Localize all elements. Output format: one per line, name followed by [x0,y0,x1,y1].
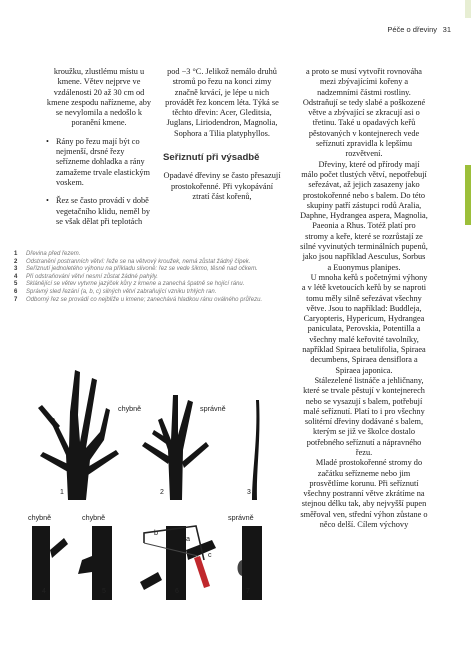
page-header [0,0,471,34]
figure-number: 6 [175,588,179,595]
caption-item: 1 Dřevina před řezem. [14,251,81,257]
paragraph: pod −3 °C. Jelikož nemálo druhů stromů po řezu na konci zimy značně krvácí, je lépe u nich provádět řez koncem léta. Týká se těchto dřevin: Acer, Gleditsia, Juglans, Liriodendron, Magnolia, Sophora a Tilia platyphyllos. [165,67,279,138]
edge-tab [465,165,471,225]
paragraph: Opadavé dřeviny se často přesazují prostokořenné. Při vykopávání ztratí část kořenů, [163,171,281,201]
pruning-drawings [20,360,292,610]
caption-item: 7 Odborný řez se provádí co nejblíže u kmene; zanechává hladkou ránu oválného průřezu. [14,296,263,303]
caption-item: 6 Správný sled řezání (a, b, c) silných větví zabraňující vzniku trhlých ran. [14,288,217,295]
paragraph: kroužku, zlustlému místu u kmene. Větev nejprve ve vzdálenosti 20 až 30 cm od kmene zespodu nařízneme, aby se nevylomila a nedošlo k poranění kmene. [46,67,152,128]
figure-number: 2 [160,489,164,496]
cut-label-b: b [154,528,158,537]
caption-item: 5 Sklánějící se větev vytvrne jazýček kůry z kmene a zanechá špatně se hojící ránu. [14,281,245,288]
cut-label-c: c [208,550,212,559]
bullet-item: • Rány po řezu mají být co nejmenší, drsné řezy seřízneme dohladka a rány zamažeme trvale elastickým voskem. [44,137,154,188]
label-wrong: chybně [118,404,142,413]
figure-number: 5 [102,588,106,595]
column-2 [163,67,281,202]
figure-number: 7 [246,588,250,595]
column-3 [300,67,428,530]
edge-tab-light [465,0,471,18]
figure-number: 4 [42,588,46,595]
paragraph: a proto se musí vytvořit rovnováha mezi zbývajícími kořeny a nadzemními částmi rostliny. Odstraňují se tedy slabé a poškozené větve a zbývající se zkracují asi o třetinu. Také u opadavých keřů pěstovaných v kontejnerech vede seříznutí zpravidla k lepšímu rozvětvení. [302,67,426,159]
label-right: správně [228,513,254,522]
figure-number: 1 [60,489,64,496]
paragraph: Stálezelené listnáče a jehličnany, které se trvale pěstují v kontejnerech nebo se vysazují s balem, potřebují malé seříznutí. Platí to i pro všechny solitérní dřeviny dodávané s balem, kterým se již ve školce dostalo potřebného seříznutí a nápravného řezu. [303,375,425,457]
caption-item: 3 Seříznutí jednoletého výhonu na příkladu slivoně: řez se vede šikmo, těsně nad očkem. [14,266,258,273]
page-number: 31 [442,25,451,34]
column-1 [44,67,154,227]
label-wrong: chybně [82,513,106,522]
paragraph: Dřeviny, které od přírody mají málo počet tlustých větví, nepotřebují seřezávat, až jejich zasazeny jako prostokořenné nebo s balem. Do této skupiny patří zástupci rodů Aralia, Daphne, Hydrangea aspera, Magnolia, Paeonia a Rhus. Totéž platí pro stromy a keře, které se rozrůstají ze silné vyvinutých terminálních pupenů, jako jsou například Aesculus, Sorbus a Euonymus planipes. [300,159,428,272]
caption-item: 2 Odstranění postranních větví: řeže se na větvový kroužek, nemá zůstat žádný čípek. [14,258,251,265]
label-wrong: chybně [28,513,52,522]
pruning-illustration [20,360,292,610]
caption-item: 4 Při odstraňování větví nesmí zůstat žádné pahýly. [14,273,158,280]
figure-captions [14,251,284,304]
paragraph: U mnoha keřů s početnými výhony a v létě kvetoucích keřů by se naproti tomu měly silně seřezávat všechny větve. Jsou to například: Buddleja, Caryopteris, Hypericum, Hydrangea paniculata, Perovskia, Potentilla a všechny malé keřovité tavolníky, například Spiraea betulifolia, Spiraea decumbens, Spiraea densiflora a Spiraea japonica. [301,272,428,375]
figure-number: 3 [247,489,251,496]
bullet-item: • Řez se často provádí v době vegetačního klidu, neměl by se však dělat při teplotách [44,196,154,227]
cut-label-a: a [186,534,190,543]
label-right: správně [200,404,226,413]
section-heading: Seřiznutí při výsadbě [163,152,260,164]
paragraph: Mladé prostokořenné stromy do začátku seřízneme nebo jim prosvětlíme korunu. Při seříznutí všechny postranní větve zkrátíme na stejnou délku tak, aby nejvyšší pupen směřoval ven, střední výhon zůstane o něco delší. Cílem výchovy [300,458,428,530]
running-header: Péče o dřeviny [387,25,437,34]
